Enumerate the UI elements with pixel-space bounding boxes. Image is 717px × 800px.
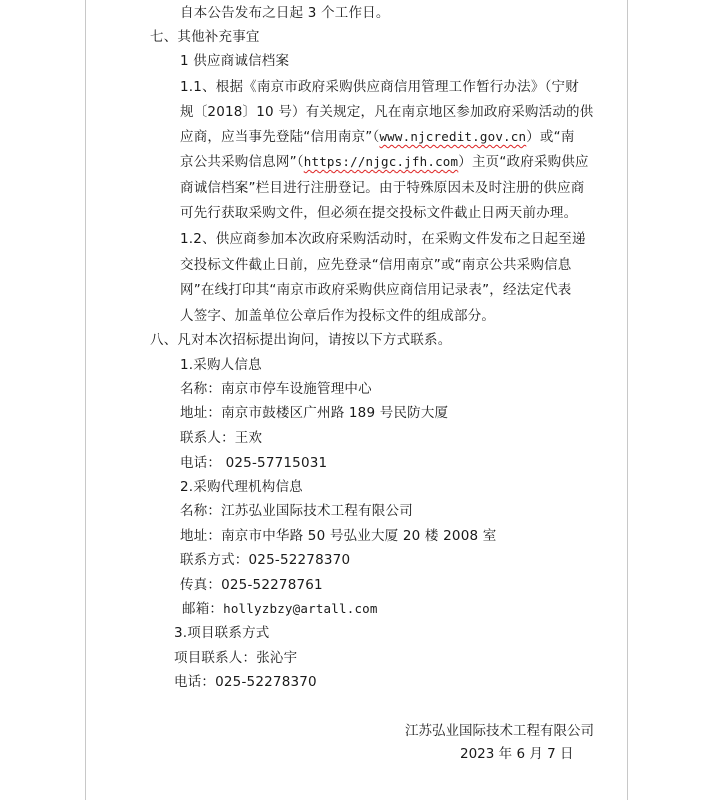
agency-email-label: 邮箱：: [182, 601, 224, 617]
signature-date: 2023 年 6 月 7 日: [460, 746, 574, 762]
clause-1-2-line-4: 人签字、加盖单位公章后作为投标文件的组成部分。: [180, 308, 496, 324]
page-right-edge: [627, 0, 628, 800]
njgc-link[interactable]: https://njgc.jfh.com: [303, 154, 459, 169]
agency-email[interactable]: hollyzbzy@artall.com: [223, 601, 378, 616]
agency-contact: 联系方式：025-52278370: [180, 552, 351, 568]
clause-1-2-line-1: 1.2、供应商参加本次政府采购活动时，在采购文件发布之日起至递: [180, 231, 586, 247]
agency-address: 地址：南京市中华路 50 号弘业大厦 20 楼 2008 室: [180, 528, 497, 544]
clause-1-1-line-1: 1.1、根据《南京市政府采购供应商信用管理工作暂行办法》（宁财: [180, 79, 579, 95]
clause-1-1-line-2: 规〔2018〕10 号）有关规定，凡在南京地区参加政府采购活动的供: [180, 104, 594, 120]
clause-1-2-line-2: 交投标文件截止日前，应先登录“信用南京”或“南京公共采购信息: [180, 257, 572, 273]
agency-fax: 传真：025-52278761: [180, 577, 323, 593]
agency-name: 名称：江苏弘业国际技术工程有限公司: [180, 503, 413, 519]
deadline-line: 自本公告发布之日起 3 个工作日。: [180, 5, 390, 21]
clause-1-1-line-3-pre: 应商，应当事先登陆“信用南京”（: [180, 129, 380, 145]
clause-1-1-line-4-post: ）主页“政府采购供应: [458, 154, 589, 170]
clause-1-1-line-5: 商诚信档案”栏目进行注册登记。由于特殊原因未及时注册的供应商: [180, 180, 585, 196]
clause-1-1-line-6: 可先行获取采购文件，但必须在提交投标文件截止日两天前办理。: [180, 205, 578, 221]
purchaser-contact: 联系人：王欢: [180, 430, 263, 446]
purchaser-address: 地址：南京市鼓楼区广州路 189 号民防大厦: [180, 405, 449, 421]
project-contact-title: 3.项目联系方式: [174, 625, 270, 641]
clause-1-1-line-4-pre: 京公共采购信息网”（: [180, 154, 304, 170]
purchaser-phone: 电话： 025-57715031: [180, 455, 328, 471]
project-contact-person: 项目联系人：张沁宇: [174, 650, 298, 666]
clause-1-1-line-3-post: ）或“南: [526, 129, 575, 145]
njcredit-link[interactable]: www.njcredit.gov.cn: [379, 129, 527, 144]
section-8-heading: 八、凡对本次招标提出询问，请按以下方式联系。: [150, 332, 452, 348]
page-left-edge: [85, 0, 86, 800]
clause-1-2-line-3: 网”在线打印其“南京市政府采购供应商信用记录表”，经法定代表: [180, 282, 572, 298]
purchaser-info-title: 1.采购人信息: [180, 357, 262, 373]
clause-1-1-line-4: [180, 153, 589, 171]
supplier-credit-subheading: 1 供应商诚信档案: [180, 53, 290, 69]
clause-1-1-line-3: [180, 128, 575, 146]
agency-info-title: 2.采购代理机构信息: [180, 479, 303, 495]
agency-email-line: [182, 600, 378, 618]
project-contact-phone: 电话：025-52278370: [174, 674, 317, 690]
purchaser-name: 名称：南京市停车设施管理中心: [180, 381, 372, 397]
section-7-heading: 七、其他补充事宜: [150, 29, 260, 45]
signature-company: 江苏弘业国际技术工程有限公司: [405, 723, 594, 739]
